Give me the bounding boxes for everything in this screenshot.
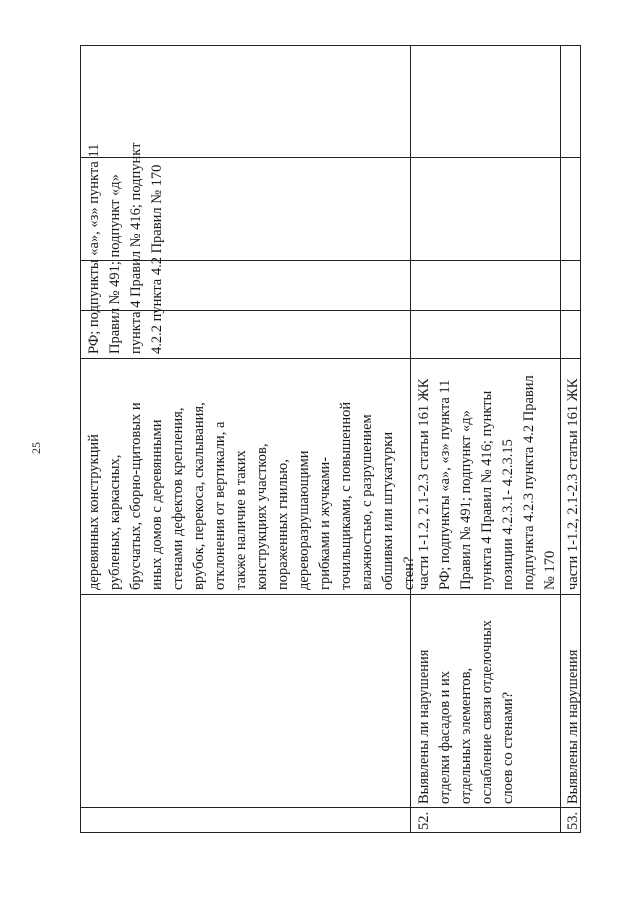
text-line: конструкциях участков, [254, 443, 270, 590]
text-line: Правил № 491; подпункт «д» [458, 410, 474, 590]
text-line: дереворазрушающими [296, 450, 312, 590]
text-line: РФ; подпункты «а», «з» пункта 11 [86, 143, 102, 354]
text-line: грибками и жучками- [317, 456, 333, 590]
table-border-top [80, 45, 581, 46]
continuation-question [84, 360, 420, 590]
row-number: 52. [416, 811, 432, 830]
row-number: 53. [565, 811, 581, 830]
text-line: рубленых, каркасных, [107, 454, 123, 590]
text-line: 4.2.2 пункта 4.2 Правил № 170 [149, 164, 165, 354]
text-line: точильщиками, с повышенной [338, 401, 354, 590]
text-line: деревянных конструкций [86, 434, 102, 590]
text-line: также наличие в таких [233, 450, 249, 590]
text-line: стен? [401, 556, 417, 590]
text-line: Выявлены ли нарушения [565, 649, 581, 804]
column-divider [80, 594, 581, 595]
text-line: ослабление связи отделочных [479, 619, 495, 804]
text-line: отделки фасадов и их [437, 670, 453, 804]
text-line: части 1-1.2, 2.1-2.3 статьи 161 ЖК [416, 378, 432, 590]
text-line: отклонения от вертикали, а [212, 421, 228, 590]
text-line: брусчатых, сборно-щитовых и [128, 402, 144, 590]
text-line: пораженных гнилью, [275, 459, 291, 590]
text-line: подпункта 4.2.3 пункта 4.2 Правил [521, 375, 537, 590]
text-line: позиции 4.2.3.1- 4.2.3.15 [500, 439, 516, 590]
row-52-number [414, 812, 435, 830]
text-line: части 1-1.2, 2.1-2.3 статьи 161 ЖК [565, 378, 581, 590]
table-border-left [80, 45, 81, 833]
column-divider [80, 807, 581, 808]
row-52-question [414, 599, 519, 804]
row-53-number [563, 812, 584, 830]
text-line: Выявлены ли нарушения [416, 649, 432, 804]
text-line: врубок, перекоса, скалывания, [191, 402, 207, 590]
row-53-question [563, 599, 584, 804]
row-52-reference [414, 358, 561, 590]
text-line: РФ; подпункты «а», «з» пункта 11 [437, 379, 453, 590]
page-number: 25 [29, 442, 43, 454]
text-line: пункта 4 Правил № 416; подпункт [128, 142, 144, 354]
text-line: № 170 [542, 550, 558, 590]
row-53-reference [563, 358, 584, 590]
text-line: влажностью, с разрушением [359, 414, 375, 590]
text-line: обшивки или штукатурки [380, 431, 396, 590]
text-line: слоев со стенами? [500, 691, 516, 804]
text-line: иных домов с деревянными [149, 419, 165, 590]
table-border-bottom [80, 832, 581, 833]
continuation-reference-block [84, 122, 168, 354]
text-line: пункта 4 Правил № 416; пункты [479, 390, 495, 590]
text-line: Правил № 491; подпункт «д» [107, 174, 123, 354]
text-line: отдельных элементов, [458, 667, 474, 804]
text-line: стенами дефектов крепления, [170, 407, 186, 590]
